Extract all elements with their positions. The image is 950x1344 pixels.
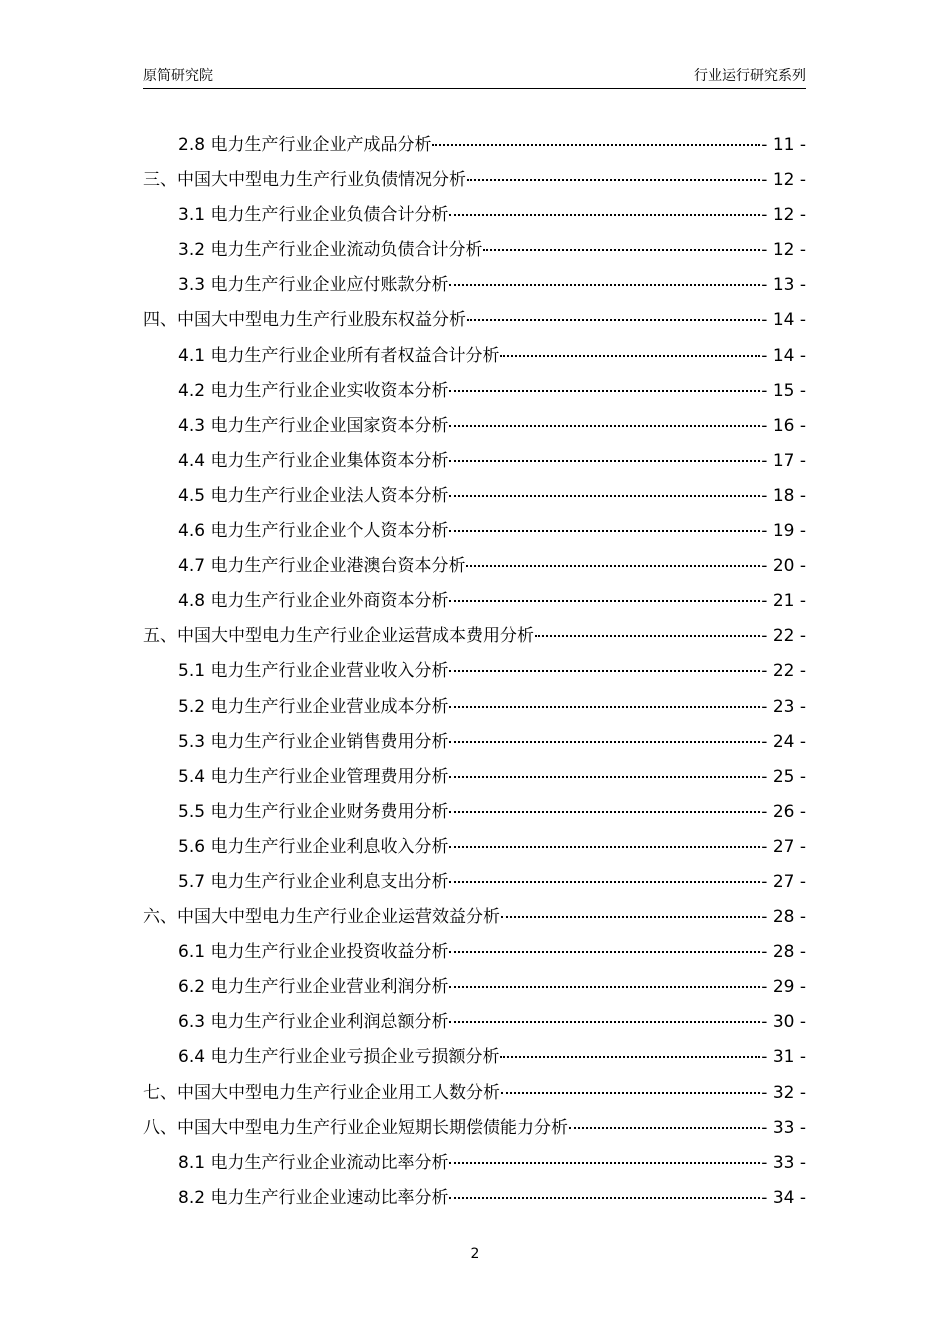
toc-entry-title: 四、中国大中型电力生产行业股东权益分析 <box>143 310 466 331</box>
toc-dot-leader <box>449 390 760 392</box>
toc-entry-page: - 25 - <box>761 766 806 787</box>
table-of-contents <box>143 128 806 1216</box>
header-org-name: 原简研究院 <box>143 68 213 84</box>
toc-entry-page: - 23 - <box>761 696 806 717</box>
toc-dot-leader <box>466 565 760 567</box>
toc-entry-page: - 12 - <box>761 205 806 226</box>
toc-entry-page: - 17 - <box>761 450 806 471</box>
toc-entry-page: - 28 - <box>761 942 806 963</box>
toc-entry-page: - 22 - <box>761 661 806 682</box>
toc-entry-page: - 27 - <box>761 836 806 857</box>
toc-entry-title: 三、中国大中型电力生产行业负债情况分析 <box>143 170 466 191</box>
toc-entry-title: 8.1 电力生产行业企业流动比率分析 <box>178 1152 449 1173</box>
toc-entry-page: - 31 - <box>761 1047 806 1068</box>
toc-dot-leader <box>449 706 760 708</box>
toc-entry-page: - 14 - <box>761 310 806 331</box>
toc-dot-leader <box>449 214 760 216</box>
toc-entry[interactable] <box>143 619 806 654</box>
toc-entry-title: 4.5 电力生产行业企业法人资本分析 <box>178 485 449 506</box>
toc-entry-title: 6.1 电力生产行业企业投资收益分析 <box>178 942 449 963</box>
header-series-name: 行业运行研究系列 <box>694 68 806 84</box>
toc-dot-leader <box>449 460 760 462</box>
toc-entry-title: 6.2 电力生产行业企业营业利润分析 <box>178 977 449 998</box>
toc-entry-title: 七、中国大中型电力生产行业企业用工人数分析 <box>143 1082 500 1103</box>
toc-entry[interactable] <box>143 163 806 198</box>
toc-entry-page: - 20 - <box>761 556 806 577</box>
toc-dot-leader <box>449 986 760 988</box>
toc-dot-leader <box>449 495 760 497</box>
toc-dot-leader <box>449 811 760 813</box>
toc-entry-page: - 28 - <box>761 907 806 928</box>
toc-dot-leader <box>449 670 760 672</box>
toc-entry[interactable] <box>143 865 806 900</box>
toc-dot-leader <box>501 1092 760 1094</box>
toc-dot-leader <box>569 1127 760 1129</box>
toc-dot-leader <box>483 249 760 251</box>
toc-entry-title: 4.4 电力生产行业企业集体资本分析 <box>178 450 449 471</box>
toc-entry[interactable] <box>143 549 806 584</box>
toc-entry-title: 八、中国大中型电力生产行业企业短期长期偿债能力分析 <box>143 1117 568 1138</box>
toc-entry[interactable] <box>143 514 806 549</box>
toc-entry-title: 2.8 电力生产行业企业产成品分析 <box>178 135 432 155</box>
toc-entry-title: 五、中国大中型电力生产行业企业运营成本费用分析 <box>143 626 534 647</box>
toc-entry-title: 4.7 电力生产行业企业港澳台资本分析 <box>178 556 466 577</box>
toc-entry[interactable] <box>143 233 806 268</box>
toc-entry-page: - 14 - <box>761 345 806 366</box>
toc-dot-leader <box>449 425 760 427</box>
toc-entry-title: 3.2 电力生产行业企业流动负债合计分析 <box>178 240 483 261</box>
toc-entry-title: 六、中国大中型电力生产行业企业运营效益分析 <box>143 907 500 928</box>
toc-dot-leader <box>449 881 760 883</box>
toc-entry[interactable] <box>143 198 806 233</box>
toc-entry[interactable] <box>143 374 806 409</box>
toc-entry-page: - 33 - <box>761 1117 806 1138</box>
toc-entry-title: 4.2 电力生产行业企业实收资本分析 <box>178 380 449 401</box>
toc-entry-page: - 15 - <box>761 380 806 401</box>
toc-entry[interactable] <box>143 725 806 760</box>
toc-dot-leader <box>535 635 760 637</box>
toc-entry-title: 5.2 电力生产行业企业营业成本分析 <box>178 696 449 717</box>
toc-entry-page: - 32 - <box>761 1082 806 1103</box>
toc-entry-page: - 18 - <box>761 485 806 506</box>
toc-entry[interactable] <box>143 409 806 444</box>
toc-entry[interactable] <box>143 303 806 338</box>
toc-entry-title: 4.6 电力生产行业企业个人资本分析 <box>178 521 449 542</box>
toc-entry[interactable] <box>143 479 806 514</box>
toc-entry[interactable] <box>143 1076 806 1111</box>
toc-entry-page: - 12 - <box>761 240 806 261</box>
toc-dot-leader <box>467 319 760 321</box>
toc-dot-leader <box>449 741 760 743</box>
toc-entry-title: 5.7 电力生产行业企业利息支出分析 <box>178 871 449 892</box>
toc-entry[interactable] <box>143 654 806 689</box>
toc-entry-title: 4.8 电力生产行业企业外商资本分析 <box>178 591 449 612</box>
toc-entry[interactable] <box>143 584 806 619</box>
toc-entry-title: 5.3 电力生产行业企业销售费用分析 <box>178 731 449 752</box>
toc-entry[interactable] <box>143 690 806 725</box>
toc-dot-leader <box>449 776 760 778</box>
toc-entry-title: 8.2 电力生产行业企业速动比率分析 <box>178 1187 449 1208</box>
toc-dot-leader <box>449 1197 760 1199</box>
toc-entry-title: 3.1 电力生产行业企业负债合计分析 <box>178 205 449 226</box>
toc-dot-leader <box>467 179 760 181</box>
toc-entry[interactable] <box>143 1005 806 1040</box>
toc-entry[interactable] <box>143 1146 806 1181</box>
toc-entry-title: 5.1 电力生产行业企业营业收入分析 <box>178 661 449 682</box>
toc-dot-leader <box>500 355 760 357</box>
toc-entry-page: - 22 - <box>761 626 806 647</box>
toc-entry-title: 4.3 电力生产行业企业国家资本分析 <box>178 415 449 436</box>
toc-dot-leader <box>449 1021 760 1023</box>
toc-entry-title: 5.4 电力生产行业企业管理费用分析 <box>178 766 449 787</box>
toc-entry[interactable] <box>143 128 806 163</box>
toc-entry-title: 4.1 电力生产行业企业所有者权益合计分析 <box>178 345 500 366</box>
toc-entry-page: - 26 - <box>761 801 806 822</box>
toc-entry-page: - 16 - <box>761 415 806 436</box>
toc-entry[interactable] <box>143 1111 806 1146</box>
toc-entry-title: 3.3 电力生产行业企业应付账款分析 <box>178 275 449 296</box>
toc-dot-leader <box>432 144 760 146</box>
toc-entry[interactable] <box>143 970 806 1005</box>
toc-entry[interactable] <box>143 1040 806 1075</box>
toc-entry-page: - 13 - <box>761 275 806 296</box>
toc-entry-page: - 33 - <box>761 1152 806 1173</box>
toc-entry-page: - 30 - <box>761 1012 806 1033</box>
toc-dot-leader <box>449 530 760 532</box>
toc-entry-page: - 21 - <box>761 591 806 612</box>
toc-entry[interactable] <box>143 795 806 830</box>
toc-entry-title: 5.5 电力生产行业企业财务费用分析 <box>178 801 449 822</box>
toc-entry-title: 5.6 电力生产行业企业利息收入分析 <box>178 836 449 857</box>
toc-entry-page: - 19 - <box>761 521 806 542</box>
toc-entry-page: - 12 - <box>761 170 806 191</box>
page-header <box>143 64 806 89</box>
toc-dot-leader <box>449 1162 760 1164</box>
toc-entry-page: - 29 - <box>761 977 806 998</box>
toc-dot-leader <box>449 951 760 953</box>
toc-entry-title: 6.3 电力生产行业企业利润总额分析 <box>178 1012 449 1033</box>
toc-entry-page: - 24 - <box>761 731 806 752</box>
toc-entry[interactable] <box>143 830 806 865</box>
page-number: 2 <box>470 1246 480 1262</box>
toc-entry-page: - 11 - <box>761 135 806 155</box>
toc-entry[interactable] <box>143 444 806 479</box>
toc-dot-leader <box>449 284 760 286</box>
toc-entry-page: - 27 - <box>761 871 806 892</box>
toc-dot-leader <box>501 916 760 918</box>
toc-entry[interactable] <box>143 1181 806 1216</box>
toc-entry-title: 6.4 电力生产行业企业亏损企业亏损额分析 <box>178 1047 500 1068</box>
toc-dot-leader <box>449 846 760 848</box>
toc-dot-leader <box>500 1056 760 1058</box>
toc-entry-page: - 34 - <box>761 1187 806 1208</box>
toc-entry[interactable] <box>143 900 806 935</box>
toc-dot-leader <box>449 600 760 602</box>
toc-entry[interactable] <box>143 760 806 795</box>
toc-entry[interactable] <box>143 268 806 303</box>
toc-entry[interactable] <box>143 935 806 970</box>
toc-entry[interactable] <box>143 339 806 374</box>
